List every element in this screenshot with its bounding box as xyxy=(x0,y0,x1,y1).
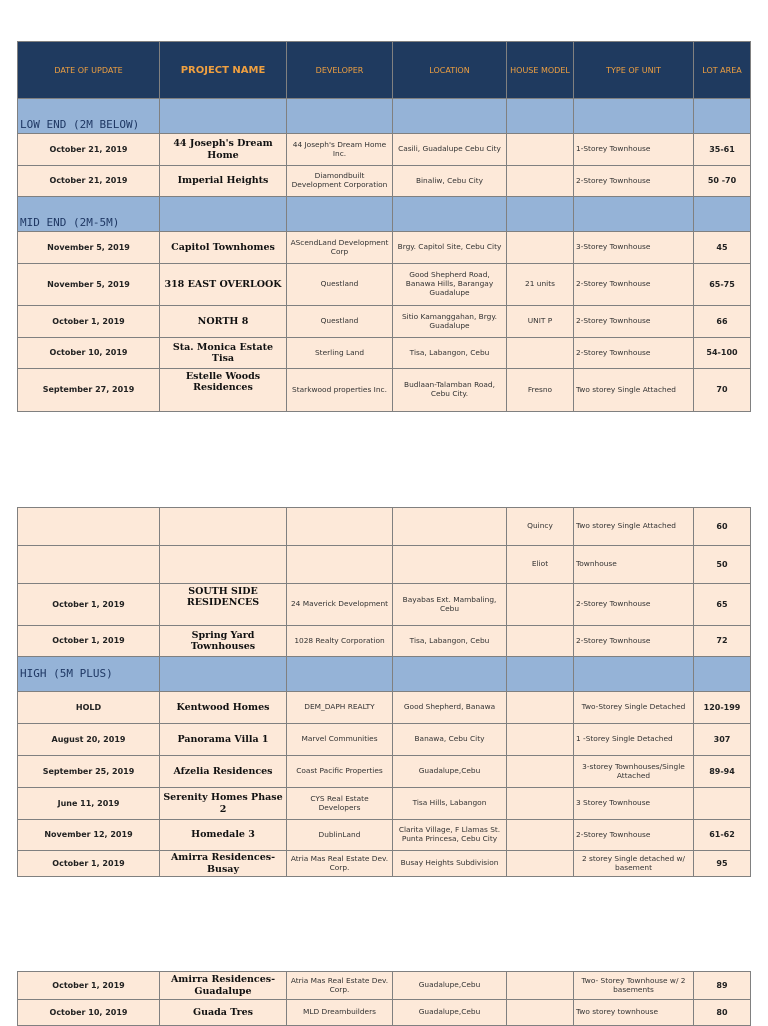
project-name-cell: Estelle Woods Residences xyxy=(160,369,287,412)
lot-area-cell: 307 xyxy=(694,724,751,756)
project-name-cell: 44 Joseph's Dream Home xyxy=(160,134,287,166)
house-model-cell xyxy=(507,166,574,197)
developer-cell: DublinLand xyxy=(287,820,393,851)
house-model-cell xyxy=(507,338,574,369)
location-cell: Budlaan-Talamban Road, Cebu City. xyxy=(393,369,507,412)
project-name-cell xyxy=(160,508,287,546)
house-model-cell xyxy=(507,1000,574,1026)
property-table-page3 xyxy=(17,971,751,1026)
developer-cell: Questland xyxy=(287,306,393,338)
developer-cell: MLD Dreambuilders xyxy=(287,1000,393,1026)
lot-area-cell: 66 xyxy=(694,306,751,338)
date-cell xyxy=(18,508,160,546)
type-of-unit-cell: 3 Storey Townhouse xyxy=(574,788,694,820)
lot-area-cell: 61-62 xyxy=(694,820,751,851)
lot-area-cell: 65 xyxy=(694,584,751,626)
location-cell: Casili, Guadalupe Cebu City xyxy=(393,134,507,166)
house-model-cell xyxy=(507,820,574,851)
header-project-name: PROJECT NAME xyxy=(160,42,287,99)
house-model-cell xyxy=(507,851,574,877)
house-model-cell xyxy=(507,134,574,166)
project-name-cell: Afzelia Residences xyxy=(160,756,287,788)
date-cell: October 1, 2019 xyxy=(18,851,160,877)
type-of-unit-cell: 2-Storey Townhouse xyxy=(574,584,694,626)
table-row xyxy=(18,972,751,1000)
lot-area-cell: 80 xyxy=(694,1000,751,1026)
project-name-cell: Homedale 3 xyxy=(160,820,287,851)
type-of-unit-cell: 2-Storey Townhouse xyxy=(574,338,694,369)
project-name-cell: Capitol Townhomes xyxy=(160,232,287,264)
house-model-cell xyxy=(507,232,574,264)
lot-area-cell: 65-75 xyxy=(694,264,751,306)
location-cell xyxy=(393,508,507,546)
date-cell: September 27, 2019 xyxy=(18,369,160,412)
property-table-page2 xyxy=(17,507,751,877)
developer-cell: Starkwood properties Inc. xyxy=(287,369,393,412)
project-name-cell: Panorama Villa 1 xyxy=(160,724,287,756)
type-of-unit-cell: Two storey townhouse xyxy=(574,1000,694,1026)
date-cell: October 10, 2019 xyxy=(18,338,160,369)
house-model-cell: UNIT P xyxy=(507,306,574,338)
header-lot-area: LOT AREA xyxy=(694,42,751,99)
developer-cell: Questland xyxy=(287,264,393,306)
project-name-cell: Spring Yard Townhouses xyxy=(160,626,287,657)
lot-area-cell: 50 -70 xyxy=(694,166,751,197)
location-cell: Tisa, Labangon, Cebu xyxy=(393,626,507,657)
type-of-unit-cell: 3-Storey Townhouse xyxy=(574,232,694,264)
house-model-cell xyxy=(507,788,574,820)
type-of-unit-cell: 1 -Storey Single Detached xyxy=(574,724,694,756)
project-name-cell xyxy=(160,546,287,584)
table-row xyxy=(18,166,751,197)
house-model-cell xyxy=(507,584,574,626)
house-model-cell xyxy=(507,626,574,657)
developer-cell: 44 Joseph's Dream Home Inc. xyxy=(287,134,393,166)
project-name-cell: Sta. Monica Estate Tisa xyxy=(160,338,287,369)
category-label: HIGH (5M PLUS) xyxy=(18,657,160,692)
type-of-unit-cell: Two storey Single Attached xyxy=(574,508,694,546)
developer-cell: 1028 Realty Corporation xyxy=(287,626,393,657)
header-location: LOCATION xyxy=(393,42,507,99)
date-cell: November 12, 2019 xyxy=(18,820,160,851)
category-row-mid-end xyxy=(18,197,751,232)
location-cell: Binaliw, Cebu City xyxy=(393,166,507,197)
lot-area-cell: 50 xyxy=(694,546,751,584)
table-row xyxy=(18,756,751,788)
project-name-cell: NORTH 8 xyxy=(160,306,287,338)
category-row-high xyxy=(18,657,751,692)
house-model-cell xyxy=(507,756,574,788)
house-model-cell: Eliot xyxy=(507,546,574,584)
developer-cell xyxy=(287,508,393,546)
house-model-cell: Quincy xyxy=(507,508,574,546)
date-cell: October 1, 2019 xyxy=(18,306,160,338)
type-of-unit-cell: 2-Storey Townhouse xyxy=(574,264,694,306)
project-name-cell: Serenity Homes Phase 2 xyxy=(160,788,287,820)
location-cell: Bayabas Ext. Mambaling, Cebu xyxy=(393,584,507,626)
table-row xyxy=(18,851,751,877)
date-cell: November 5, 2019 xyxy=(18,232,160,264)
date-cell: September 25, 2019 xyxy=(18,756,160,788)
type-of-unit-cell: Two-Storey Single Detached xyxy=(574,692,694,724)
date-cell: October 21, 2019 xyxy=(18,166,160,197)
table-row xyxy=(18,546,751,584)
house-model-cell xyxy=(507,724,574,756)
date-cell: October 21, 2019 xyxy=(18,134,160,166)
type-of-unit-cell: 2 storey Single detached w/ basement xyxy=(574,851,694,877)
type-of-unit-cell: Two- Storey Townhouse w/ 2 basements xyxy=(574,972,694,1000)
developer-cell: Sterling Land xyxy=(287,338,393,369)
table-row xyxy=(18,1000,751,1026)
table-row xyxy=(18,134,751,166)
table-row xyxy=(18,788,751,820)
location-cell: Banawa, Cebu City xyxy=(393,724,507,756)
date-cell: August 20, 2019 xyxy=(18,724,160,756)
developer-cell xyxy=(287,546,393,584)
type-of-unit-cell: Two storey Single Attached xyxy=(574,369,694,412)
lot-area-cell: 35-61 xyxy=(694,134,751,166)
developer-cell: Atria Mas Real Estate Dev. Corp. xyxy=(287,851,393,877)
category-label: LOW END (2M BELOW) xyxy=(18,99,160,134)
lot-area-cell: 60 xyxy=(694,508,751,546)
location-cell: Good Shepherd Road, Banawa Hills, Barangay Guadalupe xyxy=(393,264,507,306)
project-name-cell: Imperial Heights xyxy=(160,166,287,197)
location-cell: Good Shepherd, Banawa xyxy=(393,692,507,724)
project-name-cell: 318 EAST OVERLOOK xyxy=(160,264,287,306)
type-of-unit-cell: 2-Storey Townhouse xyxy=(574,166,694,197)
table-row xyxy=(18,306,751,338)
location-cell: Clarita Village, F Llamas St. Punta Princesa, Cebu City xyxy=(393,820,507,851)
table-row xyxy=(18,692,751,724)
type-of-unit-cell: Townhouse xyxy=(574,546,694,584)
date-cell: HOLD xyxy=(18,692,160,724)
table-row xyxy=(18,820,751,851)
location-cell: Sitio Kamanggahan, Brgy. Guadalupe xyxy=(393,306,507,338)
project-name-cell: Kentwood Homes xyxy=(160,692,287,724)
type-of-unit-cell: 2-Storey Townhouse xyxy=(574,820,694,851)
lot-area-cell: 95 xyxy=(694,851,751,877)
header-house-model: HOUSE MODEL xyxy=(507,42,574,99)
developer-cell: 24 Maverick Development xyxy=(287,584,393,626)
project-name-cell: Amirra Residences- Busay xyxy=(160,851,287,877)
property-table-page1 xyxy=(17,41,751,412)
type-of-unit-cell: 1-Storey Townhouse xyxy=(574,134,694,166)
type-of-unit-cell: 2-Storey Townhouse xyxy=(574,626,694,657)
developer-cell: Atria Mas Real Estate Dev. Corp. xyxy=(287,972,393,1000)
house-model-cell: 21 units xyxy=(507,264,574,306)
type-of-unit-cell: 2-Storey Townhouse xyxy=(574,306,694,338)
developer-cell: AScendLand Development Corp xyxy=(287,232,393,264)
project-name-cell: Guada Tres xyxy=(160,1000,287,1026)
location-cell: Busay Heights Subdivision xyxy=(393,851,507,877)
date-cell: November 5, 2019 xyxy=(18,264,160,306)
developer-cell: CYS Real Estate Developers xyxy=(287,788,393,820)
developer-cell: Diamondbuilt Development Corporation xyxy=(287,166,393,197)
table-row xyxy=(18,724,751,756)
table-header-row xyxy=(18,42,751,99)
house-model-cell xyxy=(507,972,574,1000)
header-date: DATE OF UPDATE xyxy=(18,42,160,99)
location-cell xyxy=(393,546,507,584)
lot-area-cell: 70 xyxy=(694,369,751,412)
location-cell: Guadalupe,Cebu xyxy=(393,972,507,1000)
date-cell: October 1, 2019 xyxy=(18,972,160,1000)
table-row xyxy=(18,626,751,657)
header-type-of-unit: TYPE OF UNIT xyxy=(574,42,694,99)
project-name-cell: SOUTH SIDE RESIDENCES xyxy=(160,584,287,626)
table-row xyxy=(18,584,751,626)
date-cell xyxy=(18,546,160,584)
category-label: MID END (2M-5M) xyxy=(18,197,160,232)
date-cell: June 11, 2019 xyxy=(18,788,160,820)
lot-area-cell xyxy=(694,788,751,820)
developer-cell: DEM_DAPH REALTY xyxy=(287,692,393,724)
date-cell: October 1, 2019 xyxy=(18,626,160,657)
project-name-cell: Amirra Residences- Guadalupe xyxy=(160,972,287,1000)
location-cell: Tisa, Labangon, Cebu xyxy=(393,338,507,369)
table-row xyxy=(18,232,751,264)
header-developer: DEVELOPER xyxy=(287,42,393,99)
table-row xyxy=(18,338,751,369)
date-cell: October 1, 2019 xyxy=(18,584,160,626)
house-model-cell: Fresno xyxy=(507,369,574,412)
house-model-cell xyxy=(507,692,574,724)
lot-area-cell: 89 xyxy=(694,972,751,1000)
lot-area-cell: 120-199 xyxy=(694,692,751,724)
type-of-unit-cell: 3-storey Townhouses/Single Attached xyxy=(574,756,694,788)
date-cell: October 10, 2019 xyxy=(18,1000,160,1026)
table-row xyxy=(18,264,751,306)
category-row-low-end xyxy=(18,99,751,134)
lot-area-cell: 54-100 xyxy=(694,338,751,369)
lot-area-cell: 45 xyxy=(694,232,751,264)
location-cell: Brgy. Capitol Site, Cebu City xyxy=(393,232,507,264)
location-cell: Guadalupe,Cebu xyxy=(393,1000,507,1026)
table-row xyxy=(18,369,751,412)
table-row xyxy=(18,508,751,546)
developer-cell: Coast Pacific Properties xyxy=(287,756,393,788)
location-cell: Tisa Hills, Labangon xyxy=(393,788,507,820)
developer-cell: Marvel Communities xyxy=(287,724,393,756)
lot-area-cell: 72 xyxy=(694,626,751,657)
location-cell: Guadalupe,Cebu xyxy=(393,756,507,788)
lot-area-cell: 89-94 xyxy=(694,756,751,788)
